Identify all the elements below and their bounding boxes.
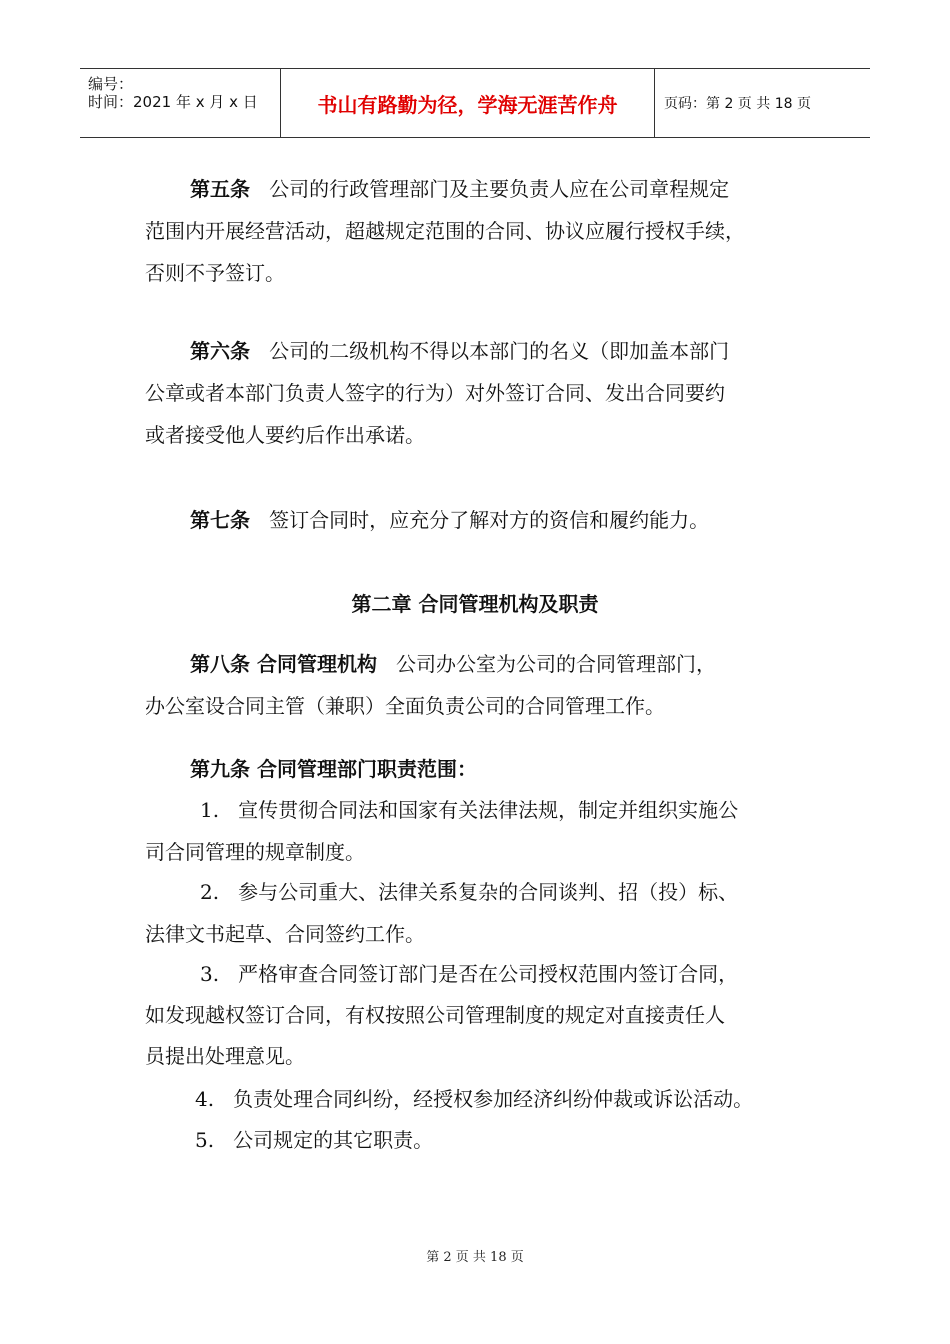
duty-item-3-line-3: 员提出处理意见。: [145, 1044, 305, 1068]
number-label: 编号：: [88, 75, 134, 93]
article-7-title: 第七条: [190, 508, 250, 532]
duty-item-3-number: 3.: [200, 962, 220, 986]
duty-item-1-number: 1.: [200, 798, 220, 822]
duty-item-5-number: 5.: [195, 1128, 215, 1152]
duty-item-2-text: 参与公司重大、法律关系复杂的合同谈判、招（投）标、: [238, 880, 739, 904]
article-6-title: 第六条: [190, 339, 250, 363]
duty-item-4-number: 4.: [195, 1087, 215, 1111]
article-6-line-3: 或者接受他人要约后作出承诺。: [145, 423, 425, 447]
article-5-line-1: [190, 175, 729, 203]
article-5-title: 第五条: [190, 177, 250, 201]
duty-item-2-number: 2.: [200, 880, 220, 904]
motto: 书山有路勤为径，学海无涯苦作舟: [317, 92, 618, 117]
duty-item-3-line-1: [200, 960, 738, 988]
article-8-title: 第八条 合同管理机构: [190, 652, 377, 676]
article-7-line-1: [190, 506, 709, 534]
page-header: [80, 68, 870, 138]
header-motto-cell: [280, 69, 655, 137]
duty-item-3-line-2: 如发现越权签订合同，有权按照公司管理制度的规定对直接责任人: [145, 1003, 725, 1027]
header-right-cell: [654, 69, 870, 137]
duty-item-1-text: 宣传贯彻合同法和国家有关法律法规，制定并组织实施公: [238, 798, 739, 822]
page-label: 页码：第 2 页 共 18 页: [664, 96, 811, 112]
article-8-text: 公司办公室为公司的合同管理部门，: [396, 652, 717, 676]
article-6-line-2: 公章或者本部门负责人签字的行为）对外签订合同、发出合同要约: [145, 381, 725, 405]
article-8-line-2: 办公室设合同主管（兼职）全面负责公司的合同管理工作。: [145, 694, 665, 718]
time-label: 时间：2021 年 x 月 x 日: [88, 93, 258, 111]
duty-item-2-line-1: [200, 878, 738, 906]
duty-item-1-line-1: [200, 796, 738, 824]
chapter-2-heading: 第二章 合同管理机构及职责: [351, 592, 599, 616]
article-5-line-3: 否则不予签订。: [145, 261, 285, 285]
duty-item-5-text: 公司规定的其它职责。: [233, 1128, 434, 1152]
duty-item-4-text: 负责处理合同纠纷，经授权参加经济纠纷仲裁或诉讼活动。: [233, 1087, 754, 1111]
article-5-text: 公司的行政管理部门及主要负责人应在公司章程规定: [269, 177, 730, 201]
page-footer: 第 2 页 共 18 页: [426, 1250, 524, 1265]
duty-item-2-line-2: 法律文书起草、合同签约工作。: [145, 922, 425, 946]
duty-item-3-text: 严格审查合同签订部门是否在公司授权范围内签订合同，: [238, 962, 739, 986]
article-8-line-1: [190, 650, 716, 678]
duty-item-5-line-1: [195, 1126, 433, 1154]
header-left-cell: [80, 69, 280, 137]
article-6-line-1: [190, 337, 729, 365]
article-7-text: 签订合同时，应充分了解对方的资信和履约能力。: [269, 508, 710, 532]
article-9-title: 第九条 合同管理部门职责范围：: [190, 757, 477, 781]
article-5-line-2: 范围内开展经营活动，超越规定范围的合同、协议应履行授权手续，: [145, 219, 745, 243]
article-6-text: 公司的二级机构不得以本部门的名义（即加盖本部门: [269, 339, 730, 363]
duty-item-1-line-2: 司合同管理的规章制度。: [145, 840, 365, 864]
duty-item-4-line-1: [195, 1085, 753, 1113]
